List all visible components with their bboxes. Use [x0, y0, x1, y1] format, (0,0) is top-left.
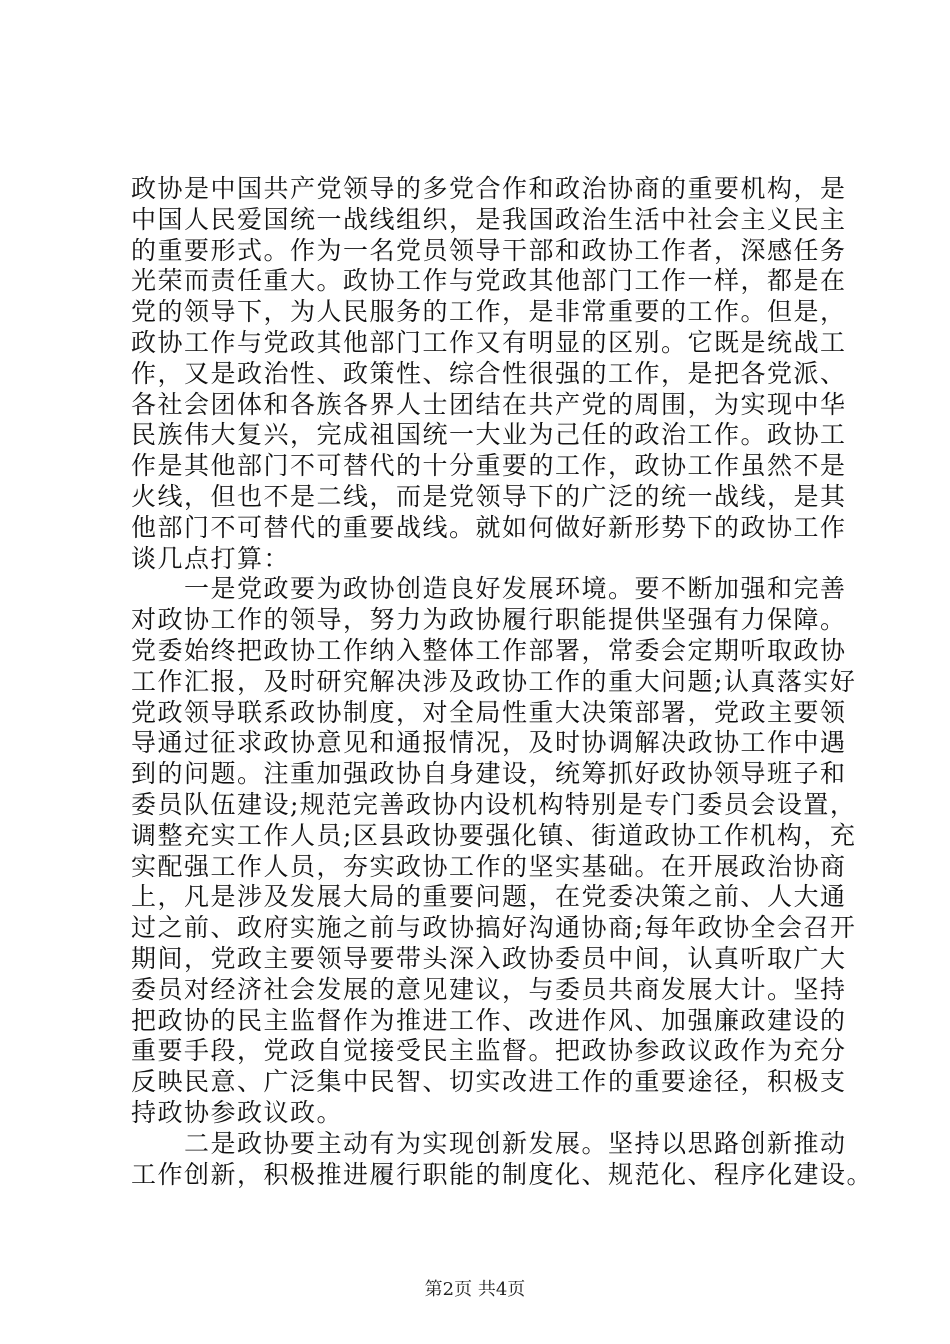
text-line: 调整充实工作人员;区县政协要强化镇、街道政协工作机构，充 — [131, 820, 857, 850]
text-line: 对政协工作的领导，努力为政协履行职能提供坚强有力保障。 — [131, 605, 847, 635]
text-line: 的重要形式。作为一名党员领导干部和政协工作者，深感任务 — [131, 235, 847, 265]
text-line: 实配强工作人员，夯实政协工作的坚实基础。在开展政治协商 — [131, 851, 847, 881]
text-line: 一是党政要为政协创造良好发展环境。要不断加强和完善 — [131, 574, 847, 604]
text-line: 过之前、政府实施之前与政协搞好沟通协商;每年政协全会召开 — [131, 913, 857, 943]
text-line: 光荣而责任重大。政协工作与党政其他部门工作一样，都是在 — [131, 266, 847, 296]
text-line: 火线，但也不是二线，而是党领导下的广泛的统一战线，是其 — [131, 481, 847, 511]
text-line: 期间，党政主要领导要带头深入政协委员中间，认真听取广大 — [131, 943, 847, 973]
text-line: 工作创新，积极推进履行职能的制度化、规范化、程序化建设。 — [131, 1159, 874, 1189]
body-text — [131, 174, 874, 1190]
text-line: 作是其他部门不可替代的十分重要的工作，政协工作虽然不是 — [131, 451, 847, 481]
text-line: 党政领导联系政协制度，对全局性重大决策部署，党政主要领 — [131, 697, 847, 727]
text-line: 二是政协要主动有为实现创新发展。坚持以思路创新推动 — [131, 1128, 847, 1158]
text-line: 导通过征求政协意见和通报情况，及时协调解决政协工作中遇 — [131, 728, 847, 758]
text-line: 党委始终把政协工作纳入整体工作部署，常委会定期听取政协 — [131, 635, 847, 665]
text-line: 反映民意、广泛集中民智、切实改进工作的重要途径，积极支 — [131, 1067, 847, 1097]
text-line: 政协工作与党政其他部门工作又有明显的区别。它既是统战工 — [131, 327, 847, 357]
text-line: 民族伟大复兴，完成祖国统一大业为己任的政治工作。政协工 — [131, 420, 847, 450]
text-line: 持政协参政议政。 — [131, 1097, 344, 1127]
page-number: 第2页 共4页 — [424, 1279, 526, 1300]
text-line: 委员对经济社会发展的意见建议，与委员共商发展大计。坚持 — [131, 974, 847, 1004]
text-line: 到的问题。注重加强政协自身建设，统筹抓好政协领导班子和 — [131, 759, 847, 789]
text-line: 谈几点打算： — [131, 543, 291, 573]
text-line: 政协是中国共产党领导的多党合作和政治协商的重要机构，是 — [131, 174, 847, 203]
text-line: 重要手段，党政自觉接受民主监督。把政协参政议政作为充分 — [131, 1036, 847, 1066]
text-line: 上，凡是涉及发展大局的重要问题，在党委决策之前、人大通 — [131, 882, 847, 912]
text-line: 中国人民爱国统一战线组织，是我国政治生活中社会主义民主 — [131, 204, 847, 234]
text-line: 他部门不可替代的重要战线。就如何做好新形势下的政协工作 — [131, 512, 847, 542]
text-line: 各社会团体和各族各界人士团结在共产党的周围，为实现中华 — [131, 389, 847, 419]
text-line: 委员队伍建设;规范完善政协内设机构特别是专门委员会设置， — [131, 789, 857, 819]
text-line: 工作汇报，及时研究解决涉及政协工作的重大问题;认真落实好 — [131, 666, 857, 696]
text-line: 把政协的民主监督作为推进工作、改进作风、加强廉政建设的 — [131, 1005, 847, 1035]
text-line: 党的领导下，为人民服务的工作，是非常重要的工作。但是， — [131, 297, 847, 327]
text-line: 作，又是政治性、政策性、综合性很强的工作，是把各党派、 — [131, 358, 847, 388]
